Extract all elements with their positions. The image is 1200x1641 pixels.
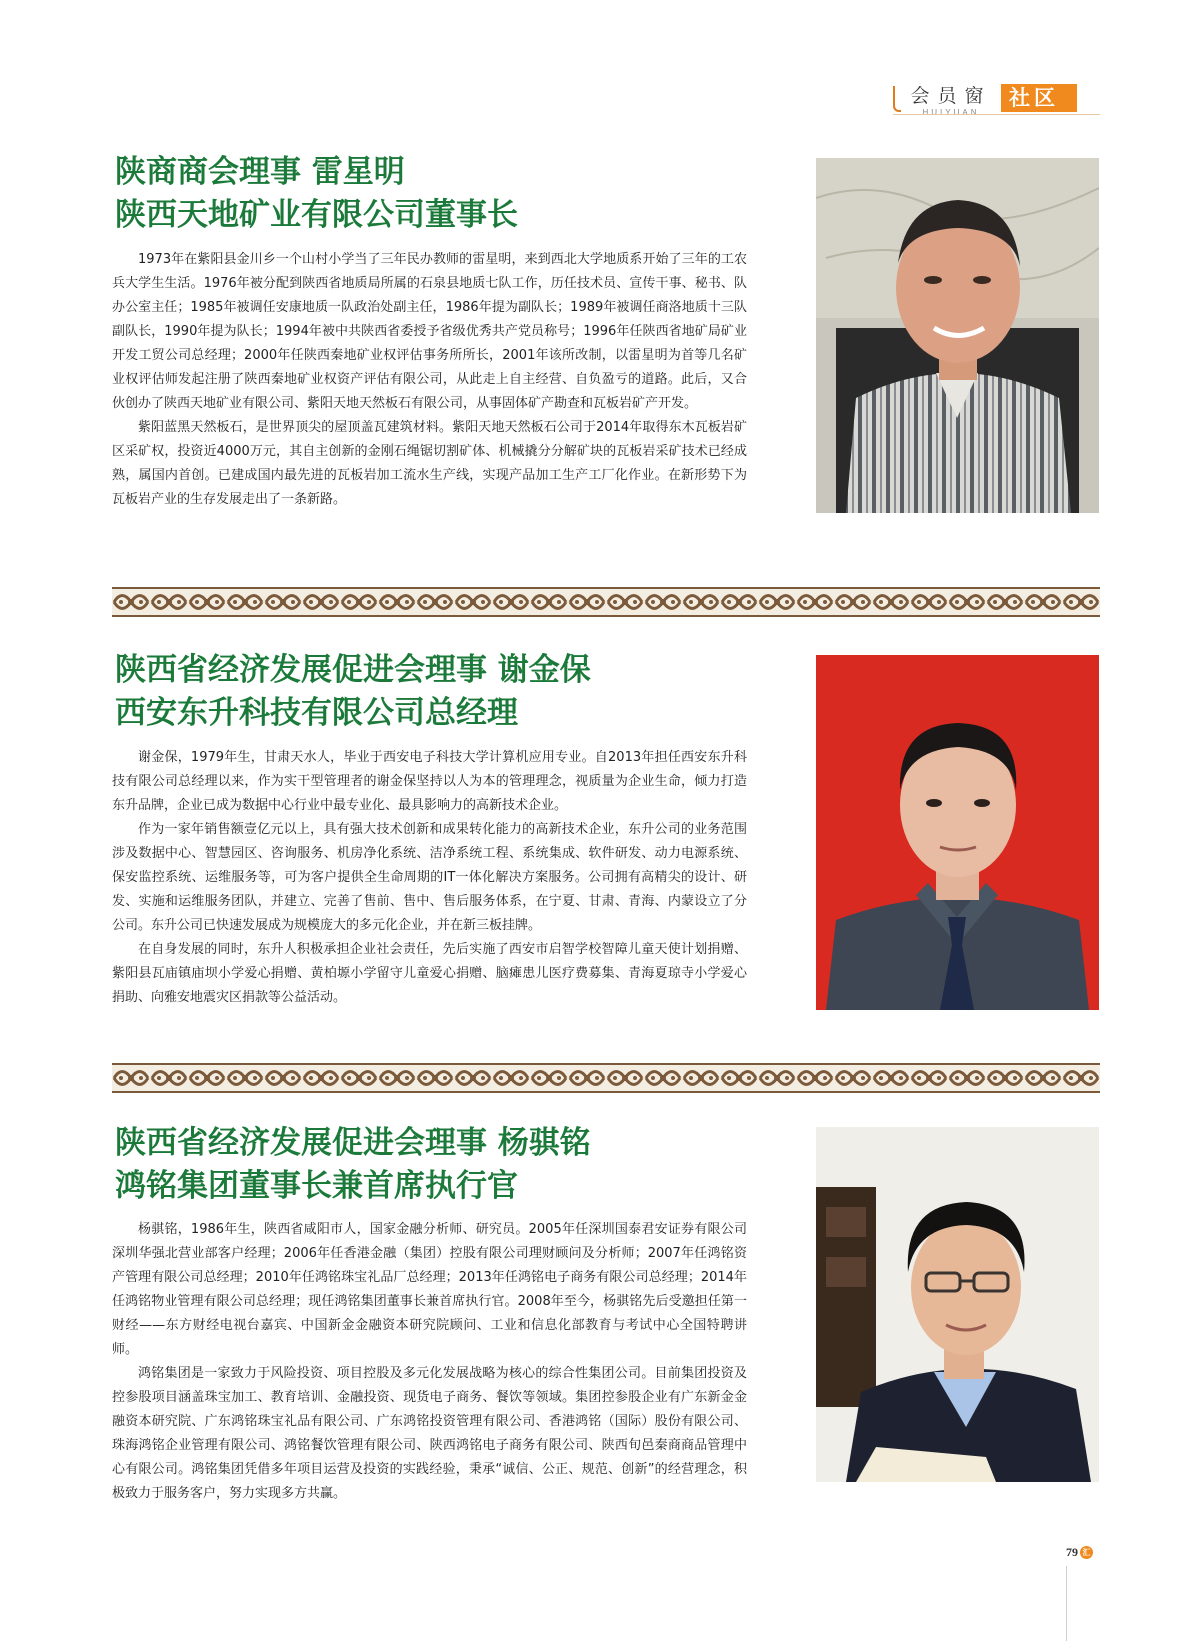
profile-title-line2: 鸿铭集团董事长兼首席执行官 xyxy=(115,1168,518,1204)
header-bracket-icon xyxy=(893,86,901,112)
profile-title-line2: 陕西天地矿业有限公司董事长 xyxy=(115,197,518,233)
portrait-photo xyxy=(816,1127,1099,1482)
portrait-image xyxy=(816,158,1099,513)
profile-title-line1: 陕西省经济发展促进会理事 杨骐铭 xyxy=(115,1125,591,1161)
profile-paragraph: 紫阳蓝黑天然板石，是世界顶尖的屋顶盖瓦建筑材料。紫阳天地天然板石公司于2014年取得东木瓦板岩矿区采矿权，投资近4000万元，其自主创新的金刚石绳锯切割矿体、机械撬分分解矿块的瓦板岩采矿技术已经成熟，属国内首创。已建成国内最先进的瓦板岩加工流水生产线，实现产品加工生产工厂化作业。在新形势下为瓦板岩产业的生存发展走出了一条新路。 xyxy=(112,420,747,507)
column-name xyxy=(905,84,997,117)
portrait-photo xyxy=(816,158,1099,513)
profile-paragraph: 谢金保，1979年生，甘肃天水人，毕业于西安电子科技大学计算机应用专业。自2013年担任西安东升科技有限公司总经理以来，作为实干型管理者的谢金保坚持以人为本的管理理念，视质量为企业生命，倾力打造东升品牌，企业已成为数据中心行业中最专业化、最具影响力的高新技术企业。 xyxy=(112,750,747,813)
profile-paragraph: 在自身发展的同时，东升人积极承担企业社会责任，先后实施了西安市启智学校智障儿童天使计划捐赠、紫阳县瓦庙镇庙坝小学爱心捐赠、黄柏塬小学留守儿童爱心捐赠、脑瘫患儿医疗费募集、青海夏琼寺小学爱心捐助、向雅安地震灾区捐款等公益活动。 xyxy=(112,942,747,1005)
portrait-image xyxy=(816,1127,1099,1482)
portrait-photo xyxy=(816,655,1099,1010)
ornament-divider xyxy=(112,1063,1100,1093)
page-number xyxy=(1066,1545,1093,1560)
ornament-divider xyxy=(112,587,1100,617)
column-name-cn: 会员窗 xyxy=(910,85,992,107)
footer-rule xyxy=(1066,1566,1067,1641)
profile-title-line1: 陕商商会理事 雷星明 xyxy=(115,154,405,190)
profile-paragraph: 鸿铭集团是一家致力于风险投资、项目控股及多元化发展战略为核心的综合性集团公司。目前集团投资及控参股项目涵盖珠宝加工、教育培训、金融投资、现货电子商务、餐饮等领域。集团控参股企业有广东新金金融资本研究院、广东鸿铭珠宝礼品有限公司、广东鸿铭投资管理有限公司、香港鸿铭（国际）股份有限公司、珠海鸿铭企业管理有限公司、鸿铭餐饮管理有限公司、陕西鸿铭电子商务有限公司、陕西旬邑秦商商品管理中心有限公司。鸿铭集团凭借多年项目运营及投资的实践经验，秉承“诚信、公正、规范、创新”的经营理念，积极致力于服务客户，努力实现多方共赢。 xyxy=(112,1366,747,1501)
profile-paragraph: 作为一家年销售额壹亿元以上，具有强大技术创新和成果转化能力的高新技术企业，东升公司的业务范围涉及数据中心、智慧园区、咨询服务、机房净化系统、洁净系统工程、系统集成、软件研发、动力电源系统、保安监控系统、运维服务等，可为客户提供全生命周期的IT一体化解决方案服务。公司拥有高精尖的设计、研发、实施和运维服务团队，并建立、完善了售前、售中、售后服务体系，在宁夏、甘肃、青海、内蒙设立了分公司。东升公司已快速发展成为规模庞大的多元化企业，并在新三板挂牌。 xyxy=(112,822,747,933)
profile-body xyxy=(112,248,747,512)
section-label: 社区 xyxy=(1001,84,1077,112)
page-logo-icon: 汇 xyxy=(1080,1546,1093,1559)
profile-paragraph: 1973年在紫阳县金川乡一个山村小学当了三年民办教师的雷星明，来到西北大学地质系开始了三年的工农兵大学生生活。1976年被分配到陕西省地质局所属的石泉县地质七队工作，历任技术员、宣传干事、秘书、队办公室主任；1985年被调任安康地质一队政治处副主任，1986年提为副队长；1989年被调任商洛地质十三队副队长，1990年提为队长；1994年被中共陕西省委授予省级优秀共产党员称号；1996年任陕西省地矿局矿业开发工贸公司总经理；2000年任陕西秦地矿业权评估事务所所长，2001年该所改制，以雷星明为首等几名矿业权评估师发起注册了陕西秦地矿业权资产评估有限公司，从此走上自主经营、自负盈亏的道路。此后，又合伙创办了陕西天地矿业有限公司、紫阳天地天然板石有限公司，从事固体矿产勘查和瓦板岩矿产开发。 xyxy=(112,252,747,411)
column-header xyxy=(893,84,1077,117)
header-rule xyxy=(893,114,1100,115)
profile-paragraph: 杨骐铭，1986年生，陕西省咸阳市人，国家金融分析师、研究员。2005年任深圳国泰君安证券有限公司深圳华强北营业部客户经理；2006年任香港金融（集团）控股有限公司理财顾问及分析师；2007年任鸿铭资产管理有限公司总经理；2010年任鸿铭珠宝礼品厂总经理；2013年任鸿铭电子商务有限公司总经理；2014年任鸿铭物业管理有限公司总经理；现任鸿铭集团董事长兼首席执行官。2008年至今，杨骐铭先后受邀担任第一财经——东方财经电视台嘉宾、中国新金金融资本研究院顾问、工业和信息化部教育与考试中心全国特聘讲师。 xyxy=(112,1222,747,1357)
page-number-text: 79 xyxy=(1066,1545,1078,1559)
profile-body xyxy=(112,1218,747,1506)
portrait-image xyxy=(816,655,1099,1010)
profile-title-line2: 西安东升科技有限公司总经理 xyxy=(115,695,518,731)
profile-title-line1: 陕西省经济发展促进会理事 谢金保 xyxy=(115,652,591,688)
column-name-en: HUIYUAN xyxy=(922,108,980,117)
profile-body xyxy=(112,746,747,1010)
